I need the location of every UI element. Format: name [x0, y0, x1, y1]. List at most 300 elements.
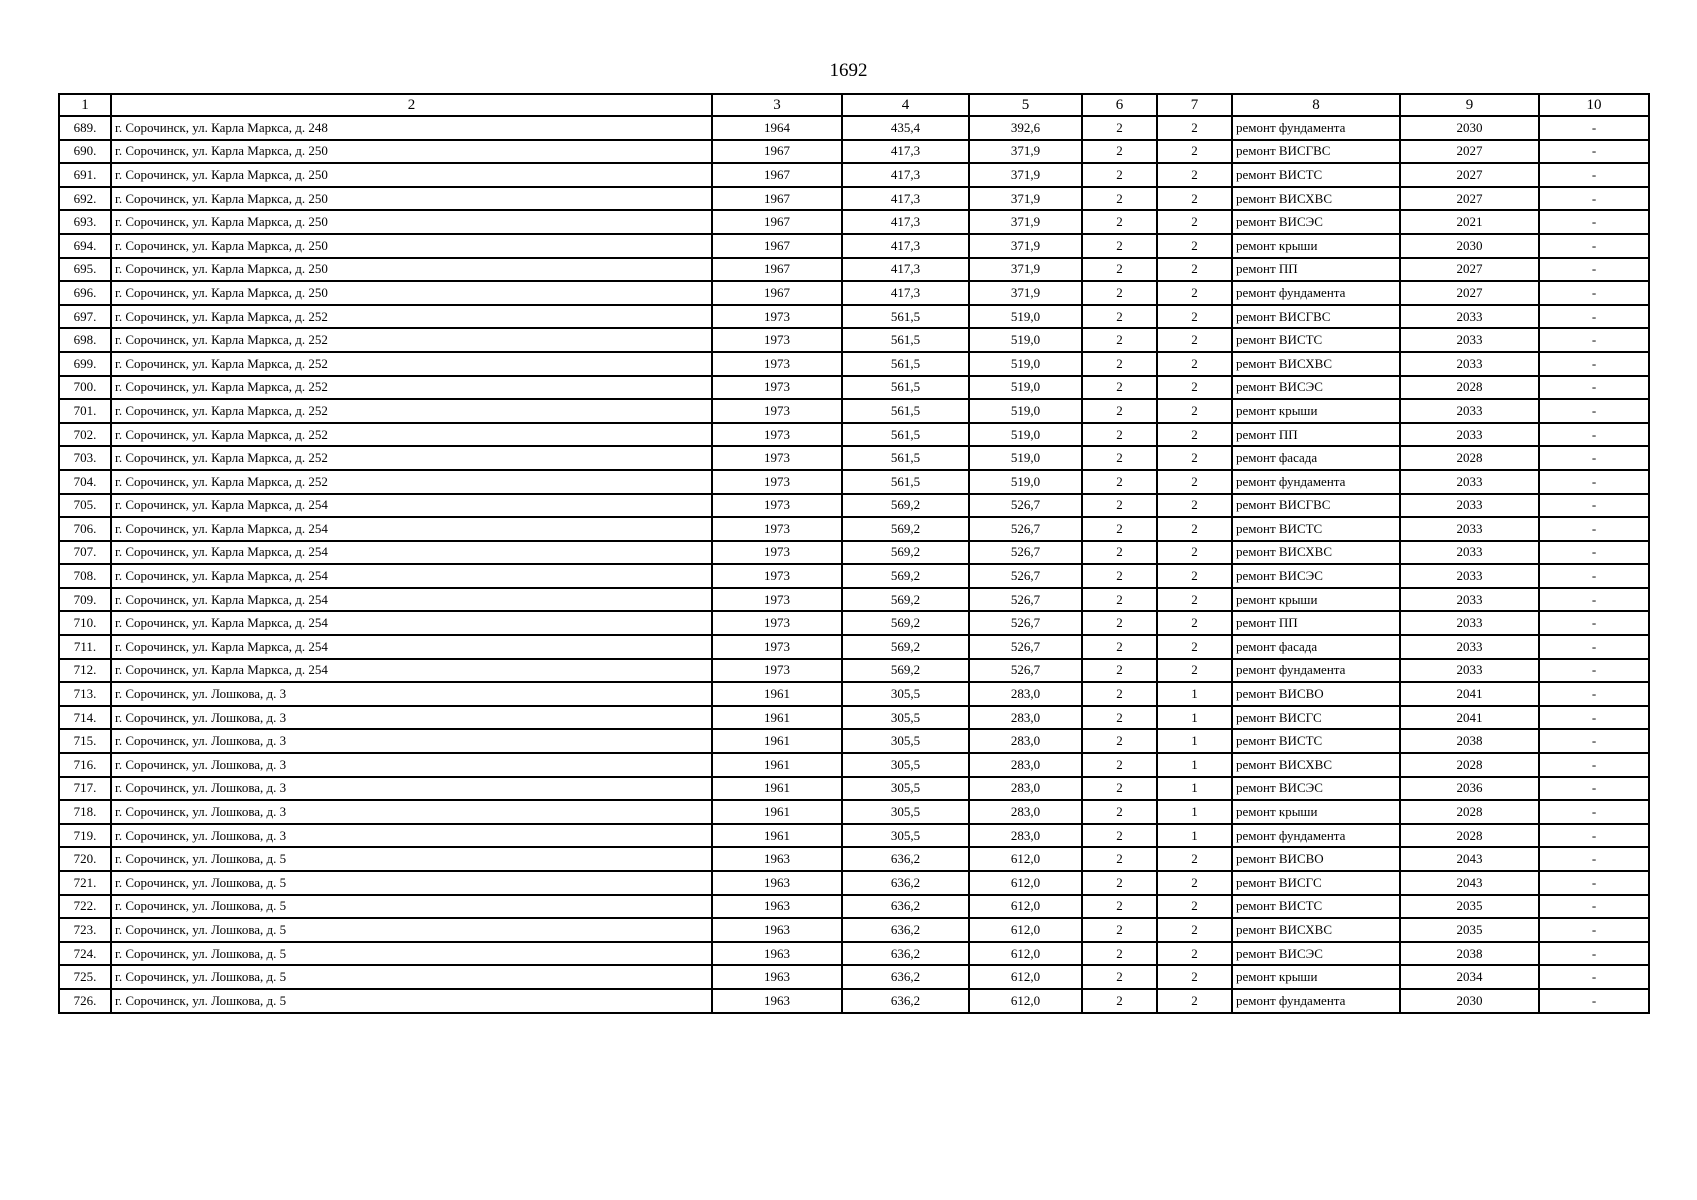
floors-cell: 2: [1082, 423, 1157, 447]
floors-cell: 2: [1082, 328, 1157, 352]
entrances-cell: 2: [1157, 659, 1232, 683]
total-area-cell: 305,5: [842, 706, 969, 730]
total-area-cell: 417,3: [842, 258, 969, 282]
note-cell: -: [1539, 611, 1649, 635]
table-row: [59, 918, 1649, 942]
year-built-cell: 1963: [712, 942, 842, 966]
work-type-cell: ремонт крыши: [1232, 965, 1400, 989]
row-number-cell: 702.: [59, 423, 111, 447]
floors-cell: 2: [1082, 281, 1157, 305]
row-number-cell: 692.: [59, 187, 111, 211]
table-row: [59, 824, 1649, 848]
floors-cell: 2: [1082, 564, 1157, 588]
year-built-cell: 1961: [712, 800, 842, 824]
planned-year-cell: 2043: [1400, 847, 1539, 871]
note-cell: -: [1539, 281, 1649, 305]
row-number-cell: 718.: [59, 800, 111, 824]
floors-cell: 2: [1082, 706, 1157, 730]
planned-year-cell: 2027: [1400, 187, 1539, 211]
total-area-cell: 561,5: [842, 352, 969, 376]
year-built-cell: 1973: [712, 494, 842, 518]
address-cell: г. Сорочинск, ул. Карла Маркса, д. 250: [111, 258, 712, 282]
total-area-cell: 636,2: [842, 847, 969, 871]
total-area-cell: 636,2: [842, 918, 969, 942]
planned-year-cell: 2033: [1400, 352, 1539, 376]
year-built-cell: 1973: [712, 446, 842, 470]
total-area-cell: 305,5: [842, 800, 969, 824]
planned-year-cell: 2033: [1400, 328, 1539, 352]
living-area-cell: 371,9: [969, 210, 1082, 234]
table-row: [59, 494, 1649, 518]
table-row: [59, 423, 1649, 447]
living-area-cell: 519,0: [969, 328, 1082, 352]
row-number-cell: 698.: [59, 328, 111, 352]
planned-year-cell: 2030: [1400, 234, 1539, 258]
note-cell: -: [1539, 659, 1649, 683]
note-cell: -: [1539, 376, 1649, 400]
year-built-cell: 1973: [712, 352, 842, 376]
entrances-cell: 2: [1157, 989, 1232, 1013]
address-cell: г. Сорочинск, ул. Карла Маркса, д. 254: [111, 517, 712, 541]
entrances-cell: 1: [1157, 800, 1232, 824]
address-cell: г. Сорочинск, ул. Карла Маркса, д. 252: [111, 328, 712, 352]
floors-cell: 2: [1082, 918, 1157, 942]
planned-year-cell: 2033: [1400, 541, 1539, 565]
work-type-cell: ремонт ВИСХВС: [1232, 918, 1400, 942]
living-area-cell: 371,9: [969, 187, 1082, 211]
note-cell: -: [1539, 871, 1649, 895]
address-cell: г. Сорочинск, ул. Лошкова, д. 5: [111, 895, 712, 919]
address-cell: г. Сорочинск, ул. Карла Маркса, д. 250: [111, 234, 712, 258]
note-cell: -: [1539, 234, 1649, 258]
entrances-cell: 2: [1157, 517, 1232, 541]
planned-year-cell: 2027: [1400, 281, 1539, 305]
entrances-cell: 2: [1157, 352, 1232, 376]
row-number-cell: 713.: [59, 682, 111, 706]
table-row: [59, 328, 1649, 352]
floors-cell: 2: [1082, 140, 1157, 164]
entrances-cell: 2: [1157, 258, 1232, 282]
note-cell: -: [1539, 210, 1649, 234]
address-cell: г. Сорочинск, ул. Лошкова, д. 5: [111, 871, 712, 895]
address-cell: г. Сорочинск, ул. Карла Маркса, д. 250: [111, 140, 712, 164]
table-row: [59, 116, 1649, 140]
living-area-cell: 519,0: [969, 305, 1082, 329]
floors-cell: 2: [1082, 352, 1157, 376]
entrances-cell: 2: [1157, 942, 1232, 966]
year-built-cell: 1973: [712, 470, 842, 494]
year-built-cell: 1964: [712, 116, 842, 140]
living-area-cell: 371,9: [969, 281, 1082, 305]
living-area-cell: 519,0: [969, 446, 1082, 470]
entrances-cell: 2: [1157, 423, 1232, 447]
work-type-cell: ремонт ВИСЭС: [1232, 376, 1400, 400]
year-built-cell: 1967: [712, 140, 842, 164]
note-cell: -: [1539, 116, 1649, 140]
entrances-cell: 1: [1157, 729, 1232, 753]
address-cell: г. Сорочинск, ул. Карла Маркса, д. 254: [111, 588, 712, 612]
planned-year-cell: 2033: [1400, 423, 1539, 447]
row-number-cell: 693.: [59, 210, 111, 234]
address-cell: г. Сорочинск, ул. Карла Маркса, д. 252: [111, 446, 712, 470]
column-header-1: 1: [59, 94, 111, 116]
floors-cell: 2: [1082, 588, 1157, 612]
address-cell: г. Сорочинск, ул. Карла Маркса, д. 254: [111, 659, 712, 683]
year-built-cell: 1963: [712, 989, 842, 1013]
table-body: [59, 116, 1649, 1013]
planned-year-cell: 2028: [1400, 376, 1539, 400]
row-number-cell: 690.: [59, 140, 111, 164]
entrances-cell: 2: [1157, 281, 1232, 305]
table-row: [59, 588, 1649, 612]
row-number-cell: 689.: [59, 116, 111, 140]
note-cell: -: [1539, 187, 1649, 211]
table-row: [59, 989, 1649, 1013]
row-number-cell: 694.: [59, 234, 111, 258]
planned-year-cell: 2035: [1400, 918, 1539, 942]
planned-year-cell: 2033: [1400, 588, 1539, 612]
address-cell: г. Сорочинск, ул. Карла Маркса, д. 254: [111, 541, 712, 565]
table-row: [59, 682, 1649, 706]
row-number-cell: 691.: [59, 163, 111, 187]
year-built-cell: 1963: [712, 871, 842, 895]
year-built-cell: 1961: [712, 753, 842, 777]
planned-year-cell: 2033: [1400, 635, 1539, 659]
year-built-cell: 1973: [712, 541, 842, 565]
note-cell: -: [1539, 588, 1649, 612]
planned-year-cell: 2033: [1400, 470, 1539, 494]
floors-cell: 2: [1082, 824, 1157, 848]
entrances-cell: 2: [1157, 470, 1232, 494]
entrances-cell: 2: [1157, 163, 1232, 187]
living-area-cell: 371,9: [969, 163, 1082, 187]
row-number-cell: 710.: [59, 611, 111, 635]
living-area-cell: 526,7: [969, 564, 1082, 588]
table-row: [59, 234, 1649, 258]
column-header-8: 8: [1232, 94, 1400, 116]
address-cell: г. Сорочинск, ул. Карла Маркса, д. 252: [111, 399, 712, 423]
note-cell: -: [1539, 305, 1649, 329]
entrances-cell: 2: [1157, 541, 1232, 565]
table-row: [59, 800, 1649, 824]
year-built-cell: 1963: [712, 895, 842, 919]
entrances-cell: 2: [1157, 895, 1232, 919]
total-area-cell: 305,5: [842, 682, 969, 706]
table-row: [59, 965, 1649, 989]
entrances-cell: 1: [1157, 706, 1232, 730]
total-area-cell: 561,5: [842, 446, 969, 470]
table-row: [59, 564, 1649, 588]
row-number-cell: 720.: [59, 847, 111, 871]
floors-cell: 2: [1082, 258, 1157, 282]
living-area-cell: 283,0: [969, 706, 1082, 730]
table-row: [59, 281, 1649, 305]
planned-year-cell: 2033: [1400, 399, 1539, 423]
total-area-cell: 417,3: [842, 187, 969, 211]
work-type-cell: ремонт фундамента: [1232, 470, 1400, 494]
work-type-cell: ремонт ВИСВО: [1232, 847, 1400, 871]
planned-year-cell: 2033: [1400, 564, 1539, 588]
work-type-cell: ремонт ВИСЭС: [1232, 942, 1400, 966]
work-type-cell: ремонт фундамента: [1232, 824, 1400, 848]
address-cell: г. Сорочинск, ул. Лошкова, д. 3: [111, 824, 712, 848]
column-header-2: 2: [111, 94, 712, 116]
living-area-cell: 283,0: [969, 800, 1082, 824]
note-cell: -: [1539, 800, 1649, 824]
row-number-cell: 726.: [59, 989, 111, 1013]
living-area-cell: 526,7: [969, 659, 1082, 683]
row-number-cell: 699.: [59, 352, 111, 376]
address-cell: г. Сорочинск, ул. Лошкова, д. 3: [111, 800, 712, 824]
address-cell: г. Сорочинск, ул. Карла Маркса, д. 250: [111, 210, 712, 234]
planned-year-cell: 2041: [1400, 706, 1539, 730]
total-area-cell: 417,3: [842, 210, 969, 234]
table-row: [59, 517, 1649, 541]
address-cell: г. Сорочинск, ул. Карла Маркса, д. 252: [111, 470, 712, 494]
work-type-cell: ремонт ВИСТС: [1232, 729, 1400, 753]
planned-year-cell: 2033: [1400, 611, 1539, 635]
floors-cell: 2: [1082, 753, 1157, 777]
note-cell: -: [1539, 517, 1649, 541]
planned-year-cell: 2033: [1400, 659, 1539, 683]
note-cell: -: [1539, 423, 1649, 447]
year-built-cell: 1973: [712, 659, 842, 683]
row-number-cell: 695.: [59, 258, 111, 282]
floors-cell: 2: [1082, 210, 1157, 234]
year-built-cell: 1967: [712, 187, 842, 211]
work-type-cell: ремонт крыши: [1232, 800, 1400, 824]
floors-cell: 2: [1082, 494, 1157, 518]
living-area-cell: 526,7: [969, 588, 1082, 612]
entrances-cell: 2: [1157, 305, 1232, 329]
row-number-cell: 700.: [59, 376, 111, 400]
year-built-cell: 1963: [712, 918, 842, 942]
work-type-cell: ремонт ВИСЭС: [1232, 564, 1400, 588]
planned-year-cell: 2034: [1400, 965, 1539, 989]
floors-cell: 2: [1082, 187, 1157, 211]
note-cell: -: [1539, 989, 1649, 1013]
floors-cell: 2: [1082, 611, 1157, 635]
year-built-cell: 1961: [712, 777, 842, 801]
living-area-cell: 526,7: [969, 494, 1082, 518]
total-area-cell: 636,2: [842, 989, 969, 1013]
total-area-cell: 561,5: [842, 328, 969, 352]
entrances-cell: 2: [1157, 847, 1232, 871]
table-row: [59, 163, 1649, 187]
work-type-cell: ремонт ВИСХВС: [1232, 187, 1400, 211]
year-built-cell: 1967: [712, 210, 842, 234]
living-area-cell: 371,9: [969, 140, 1082, 164]
floors-cell: 2: [1082, 470, 1157, 494]
work-type-cell: ремонт ВИСГВС: [1232, 494, 1400, 518]
year-built-cell: 1973: [712, 611, 842, 635]
page-number: 1692: [829, 60, 868, 81]
address-cell: г. Сорочинск, ул. Лошкова, д. 5: [111, 965, 712, 989]
floors-cell: 2: [1082, 800, 1157, 824]
note-cell: -: [1539, 847, 1649, 871]
floors-cell: 2: [1082, 399, 1157, 423]
living-area-cell: 519,0: [969, 376, 1082, 400]
total-area-cell: 569,2: [842, 517, 969, 541]
work-type-cell: ремонт ВИСХВС: [1232, 352, 1400, 376]
entrances-cell: 2: [1157, 564, 1232, 588]
table-row: [59, 706, 1649, 730]
address-cell: г. Сорочинск, ул. Карла Маркса, д. 254: [111, 494, 712, 518]
work-type-cell: ремонт фундамента: [1232, 659, 1400, 683]
entrances-cell: 2: [1157, 210, 1232, 234]
total-area-cell: 569,2: [842, 494, 969, 518]
work-type-cell: ремонт ВИСГС: [1232, 871, 1400, 895]
work-type-cell: ремонт фасада: [1232, 635, 1400, 659]
planned-year-cell: 2021: [1400, 210, 1539, 234]
row-number-cell: 707.: [59, 541, 111, 565]
note-cell: -: [1539, 918, 1649, 942]
total-area-cell: 569,2: [842, 611, 969, 635]
floors-cell: 2: [1082, 965, 1157, 989]
planned-year-cell: 2030: [1400, 116, 1539, 140]
note-cell: -: [1539, 494, 1649, 518]
floors-cell: 2: [1082, 847, 1157, 871]
note-cell: -: [1539, 965, 1649, 989]
entrances-cell: 2: [1157, 965, 1232, 989]
entrances-cell: 2: [1157, 399, 1232, 423]
total-area-cell: 569,2: [842, 659, 969, 683]
table-row: [59, 210, 1649, 234]
entrances-cell: 2: [1157, 376, 1232, 400]
total-area-cell: 417,3: [842, 140, 969, 164]
work-type-cell: ремонт фундамента: [1232, 989, 1400, 1013]
row-number-cell: 705.: [59, 494, 111, 518]
planned-year-cell: 2033: [1400, 494, 1539, 518]
year-built-cell: 1973: [712, 423, 842, 447]
living-area-cell: 612,0: [969, 965, 1082, 989]
total-area-cell: 636,2: [842, 895, 969, 919]
year-built-cell: 1967: [712, 234, 842, 258]
row-number-cell: 701.: [59, 399, 111, 423]
column-header-7: 7: [1157, 94, 1232, 116]
work-type-cell: ремонт ВИСВО: [1232, 682, 1400, 706]
living-area-cell: 526,7: [969, 517, 1082, 541]
note-cell: -: [1539, 541, 1649, 565]
entrances-cell: 2: [1157, 635, 1232, 659]
living-area-cell: 283,0: [969, 682, 1082, 706]
work-type-cell: ремонт ВИСТС: [1232, 895, 1400, 919]
planned-year-cell: 2033: [1400, 305, 1539, 329]
table-row: [59, 376, 1649, 400]
entrances-cell: 2: [1157, 234, 1232, 258]
row-number-cell: 714.: [59, 706, 111, 730]
year-built-cell: 1973: [712, 564, 842, 588]
address-cell: г. Сорочинск, ул. Карла Маркса, д. 248: [111, 116, 712, 140]
note-cell: -: [1539, 564, 1649, 588]
address-cell: г. Сорочинск, ул. Карла Маркса, д. 252: [111, 352, 712, 376]
table-row: [59, 352, 1649, 376]
year-built-cell: 1963: [712, 965, 842, 989]
floors-cell: 2: [1082, 777, 1157, 801]
total-area-cell: 305,5: [842, 824, 969, 848]
entrances-cell: 2: [1157, 116, 1232, 140]
total-area-cell: 435,4: [842, 116, 969, 140]
total-area-cell: 561,5: [842, 399, 969, 423]
work-type-cell: ремонт ВИСХВС: [1232, 753, 1400, 777]
planned-year-cell: 2028: [1400, 824, 1539, 848]
year-built-cell: 1963: [712, 847, 842, 871]
total-area-cell: 561,5: [842, 305, 969, 329]
year-built-cell: 1967: [712, 163, 842, 187]
table-row: [59, 729, 1649, 753]
table-row: [59, 187, 1649, 211]
address-cell: г. Сорочинск, ул. Карла Маркса, д. 250: [111, 281, 712, 305]
total-area-cell: 417,3: [842, 234, 969, 258]
living-area-cell: 526,7: [969, 611, 1082, 635]
column-header-3: 3: [712, 94, 842, 116]
entrances-cell: 2: [1157, 918, 1232, 942]
row-number-cell: 703.: [59, 446, 111, 470]
table-row: [59, 541, 1649, 565]
work-type-cell: ремонт фундамента: [1232, 116, 1400, 140]
entrances-cell: 2: [1157, 611, 1232, 635]
year-built-cell: 1973: [712, 376, 842, 400]
floors-cell: 2: [1082, 446, 1157, 470]
planned-year-cell: 2038: [1400, 942, 1539, 966]
living-area-cell: 392,6: [969, 116, 1082, 140]
work-type-cell: ремонт ВИСТС: [1232, 517, 1400, 541]
row-number-cell: 716.: [59, 753, 111, 777]
living-area-cell: 612,0: [969, 918, 1082, 942]
column-header-4: 4: [842, 94, 969, 116]
living-area-cell: 371,9: [969, 258, 1082, 282]
planned-year-cell: 2035: [1400, 895, 1539, 919]
year-built-cell: 1973: [712, 328, 842, 352]
row-number-cell: 719.: [59, 824, 111, 848]
total-area-cell: 417,3: [842, 281, 969, 305]
planned-year-cell: 2028: [1400, 800, 1539, 824]
total-area-cell: 569,2: [842, 588, 969, 612]
address-cell: г. Сорочинск, ул. Карла Маркса, д. 252: [111, 305, 712, 329]
row-number-cell: 723.: [59, 918, 111, 942]
note-cell: -: [1539, 140, 1649, 164]
note-cell: -: [1539, 446, 1649, 470]
floors-cell: 2: [1082, 541, 1157, 565]
entrances-cell: 1: [1157, 753, 1232, 777]
table-row: [59, 871, 1649, 895]
note-cell: -: [1539, 470, 1649, 494]
table-row: [59, 777, 1649, 801]
note-cell: -: [1539, 706, 1649, 730]
address-cell: г. Сорочинск, ул. Лошкова, д. 3: [111, 706, 712, 730]
floors-cell: 2: [1082, 635, 1157, 659]
living-area-cell: 519,0: [969, 352, 1082, 376]
floors-cell: 2: [1082, 234, 1157, 258]
row-number-cell: 704.: [59, 470, 111, 494]
address-cell: г. Сорочинск, ул. Карла Маркса, д. 252: [111, 376, 712, 400]
floors-cell: 2: [1082, 116, 1157, 140]
work-type-cell: ремонт ВИСГВС: [1232, 305, 1400, 329]
table-row: [59, 305, 1649, 329]
total-area-cell: 305,5: [842, 753, 969, 777]
table-row: [59, 470, 1649, 494]
row-number-cell: 721.: [59, 871, 111, 895]
year-built-cell: 1973: [712, 399, 842, 423]
work-type-cell: ремонт ВИСГВС: [1232, 140, 1400, 164]
row-number-cell: 709.: [59, 588, 111, 612]
living-area-cell: 612,0: [969, 989, 1082, 1013]
planned-year-cell: 2041: [1400, 682, 1539, 706]
housing-repair-table: [58, 93, 1650, 1014]
table-row: [59, 611, 1649, 635]
note-cell: -: [1539, 635, 1649, 659]
note-cell: -: [1539, 942, 1649, 966]
